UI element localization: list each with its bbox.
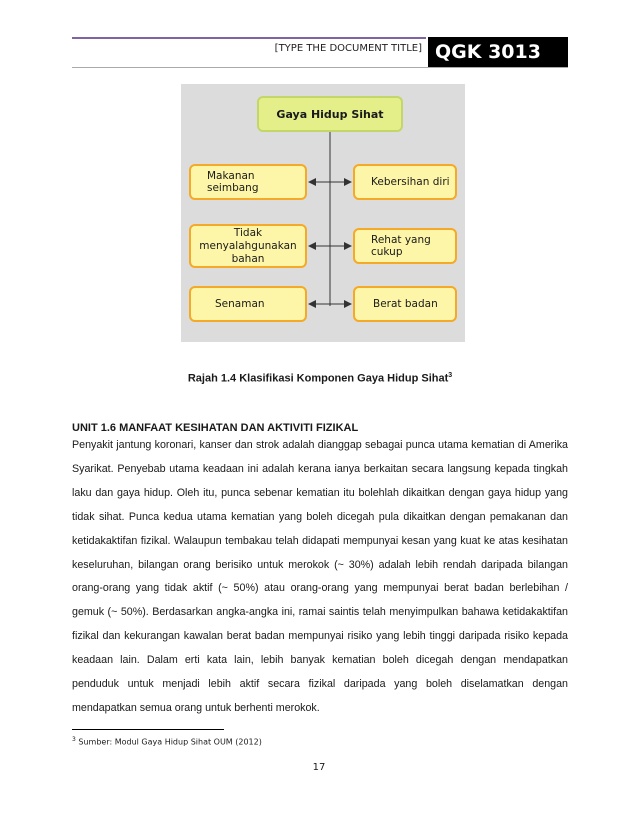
diagram-box-right-3 bbox=[353, 286, 457, 322]
course-code-label: QGK 3013 bbox=[428, 37, 568, 67]
paragraph-text: Penyakit jantung koronari, kanser dan strok adalah dianggap sebagai punca utama kematian di Amerika Syarikat. Penyebab utama keadaan ini adalah kerana ianya berkaitan secara langsung kepada tingkah laku dan gaya hidup. Oleh itu, punca sebenar kematian itu bolehlah dikaitkan dengan gaya hidup yang tidak sihat. Punca kedua utama kematian yang boleh dicegah pula dikaitkan dengan pemakanan dan ketidakaktifan fizikal. Walaupun tembakau telah didapati mempunyai kesan yang kuat ke atas kesihatan keseluruhan, bilangan orang berisiko untuk merokok (~ 30%) adalah lebih rendah daripada bilangan orang-orang yang tidak aktif (~ 50%) atau orang-orang yang mempunyai berat badan berlebihan / gemuk (~ 50%). Berdasarkan angka-angka ini, ramai saintis telah menyimpulkan bahawa ketidakaktifan fizikal dan kekurangan kawalan berat badan mempunyai risiko yang lebih tinggi daripada risiko kepada keadaan lain. Dalam erti kata lain, lebih banyak kematian boleh dicegah dengan mendapatkan penduduk untuk menjadi lebih aktif secara fizikal daripada yang boleh diselamatkan dengan mendapatkan semua orang untuk berhenti merokok. bbox=[72, 439, 568, 714]
lifestyle-diagram bbox=[181, 84, 465, 342]
footnote bbox=[72, 736, 262, 747]
diagram-box-left-3 bbox=[189, 286, 307, 322]
diagram-box-left-2 bbox=[189, 224, 307, 268]
page-number: 17 bbox=[312, 762, 326, 773]
left-item-label: Makanan seimbang bbox=[207, 170, 259, 194]
diagram-box-left-1 bbox=[189, 164, 307, 200]
section-heading: UNIT 1.6 MANFAAT KESIHATAN DAN AKTIVITI FIZIKAL bbox=[72, 422, 359, 434]
header-accent-line bbox=[72, 37, 426, 39]
footnote-text: Sumber: Modul Gaya Hidup Sihat OUM (2012) bbox=[75, 737, 262, 747]
diagram-root-box bbox=[257, 96, 403, 132]
header-divider bbox=[72, 67, 568, 68]
diagram-box-right-2 bbox=[353, 228, 457, 264]
left-item-label: Senaman bbox=[215, 298, 265, 310]
right-item-label: Berat badan bbox=[373, 298, 438, 310]
diagram-box-right-1 bbox=[353, 164, 457, 200]
document-title-placeholder: [TYPE THE DOCUMENT TITLE] bbox=[274, 43, 422, 54]
figure-caption bbox=[72, 372, 568, 385]
root-label: Gaya Hidup Sihat bbox=[276, 107, 384, 121]
caption-footnote-mark: 3 bbox=[448, 372, 453, 379]
footnote-rule bbox=[72, 729, 224, 730]
right-item-label: Kebersihan diri bbox=[371, 176, 450, 188]
footnote-mark: 3 bbox=[72, 736, 76, 743]
caption-text: Rajah 1.4 Klasifikasi Komponen Gaya Hidup Sihat bbox=[187, 372, 449, 385]
body-paragraph bbox=[72, 434, 568, 721]
left-item-label: Tidak menyalahgunakan bahan bbox=[199, 226, 297, 265]
right-item-label: Rehat yang cukup bbox=[371, 234, 431, 258]
